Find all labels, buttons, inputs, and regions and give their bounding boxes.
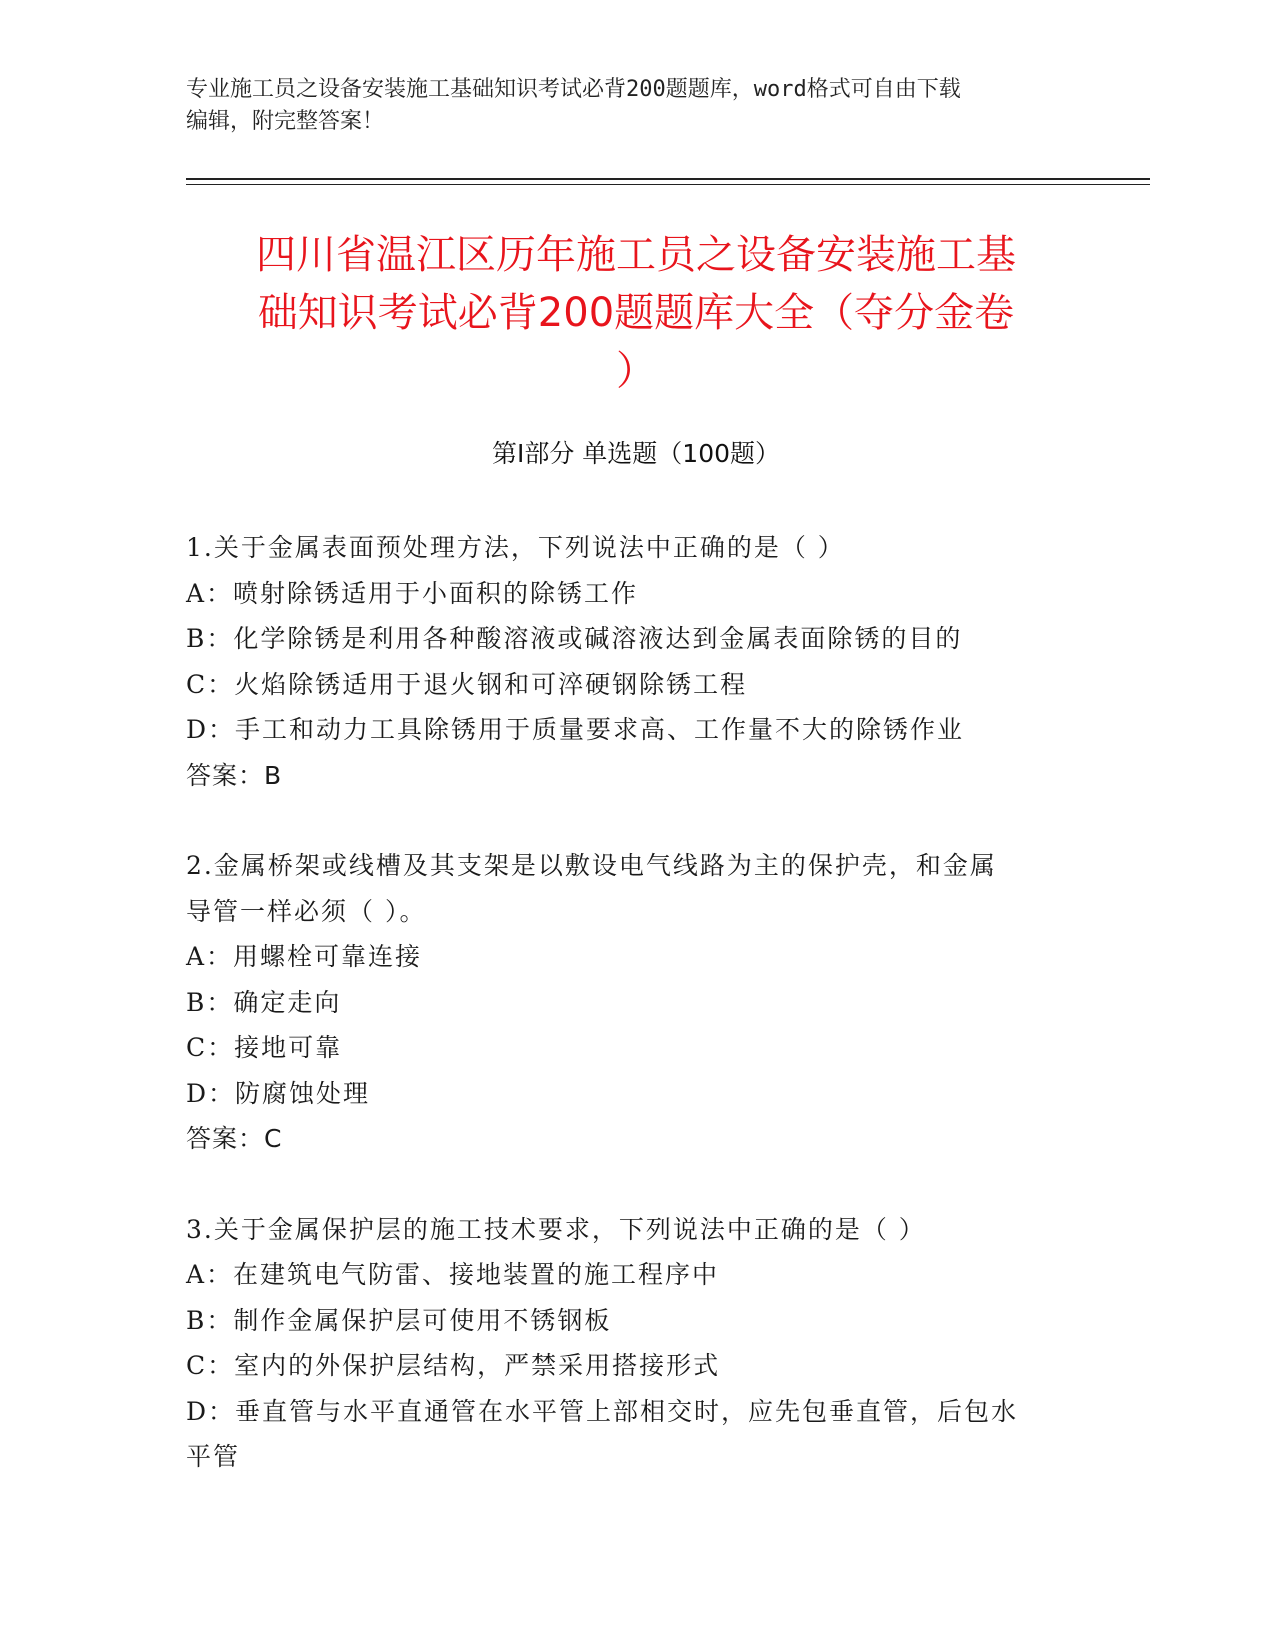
option-d: D：手工和动力工具除锈用于质量要求高、工作量不大的除锈作业 (186, 715, 965, 744)
document-title (186, 226, 1086, 400)
option-a: A：用螺栓可靠连接 (186, 942, 423, 971)
option-c: C：火焰除锈适用于退火钢和可淬硬钢除锈工程 (186, 669, 748, 699)
option-d-continued: 平管 (186, 1442, 241, 1471)
option-c: C：接地可靠 (186, 1033, 343, 1062)
header-note-line: 编辑，附完整答案！ (186, 109, 385, 134)
option-b: B：化学除锈是利用各种酸溶液或碱溶液达到金属表面除锈的目的 (186, 624, 963, 653)
question-stem: 3.关于金属保护层的施工技术要求，下列说法中正确的是（ ） (186, 1214, 926, 1244)
option-b: B：确定走向 (186, 987, 342, 1017)
question-stem: 2.金属桥架或线槽及其支架是以敷设电气线路为主的保护壳，和金属 (186, 851, 997, 880)
answer: 答案：C (186, 1124, 283, 1153)
document-title-line: 础知识考试必背200题题库大全（夺分金卷 (257, 290, 1015, 336)
header-divider-thin (186, 184, 1150, 185)
option-b: B：制作金属保护层可使用不锈钢板 (186, 1305, 612, 1335)
question-2 (186, 843, 1086, 1162)
option-c: C：室内的外保护层结构，严禁采用搭接形式 (186, 1351, 721, 1380)
question-1 (186, 525, 1086, 798)
question-3 (186, 1207, 1086, 1480)
question-stem: 1.关于金属表面预处理方法，下列说法中正确的是（ ） (186, 533, 845, 562)
section-title: 第Ⅰ部分 单选题（100题） (491, 439, 781, 468)
option-a: A：喷射除锈适用于小面积的除锈工作 (186, 578, 639, 608)
document-title-line: ） (616, 348, 656, 394)
question-stem-continued: 导管一样必须（ ）。 (186, 896, 427, 926)
option-d: D：防腐蚀处理 (186, 1078, 371, 1108)
option-d: D：垂直管与水平直通管在水平管上部相交时，应先包垂直管，后包水 (186, 1396, 1019, 1426)
header-divider-thick (186, 178, 1150, 180)
header-note (186, 74, 1086, 138)
option-a: A：在建筑电气防雷、接地装置的施工程序中 (186, 1260, 720, 1289)
question-list (186, 525, 1086, 1480)
document-title-line: 四川省温江区历年施工员之设备安装施工基 (256, 232, 1016, 278)
answer: 答案：B (186, 760, 283, 790)
header-note-line: 专业施工员之设备安装施工基础知识考试必背200题题库，word格式可自由下载 (186, 77, 961, 102)
